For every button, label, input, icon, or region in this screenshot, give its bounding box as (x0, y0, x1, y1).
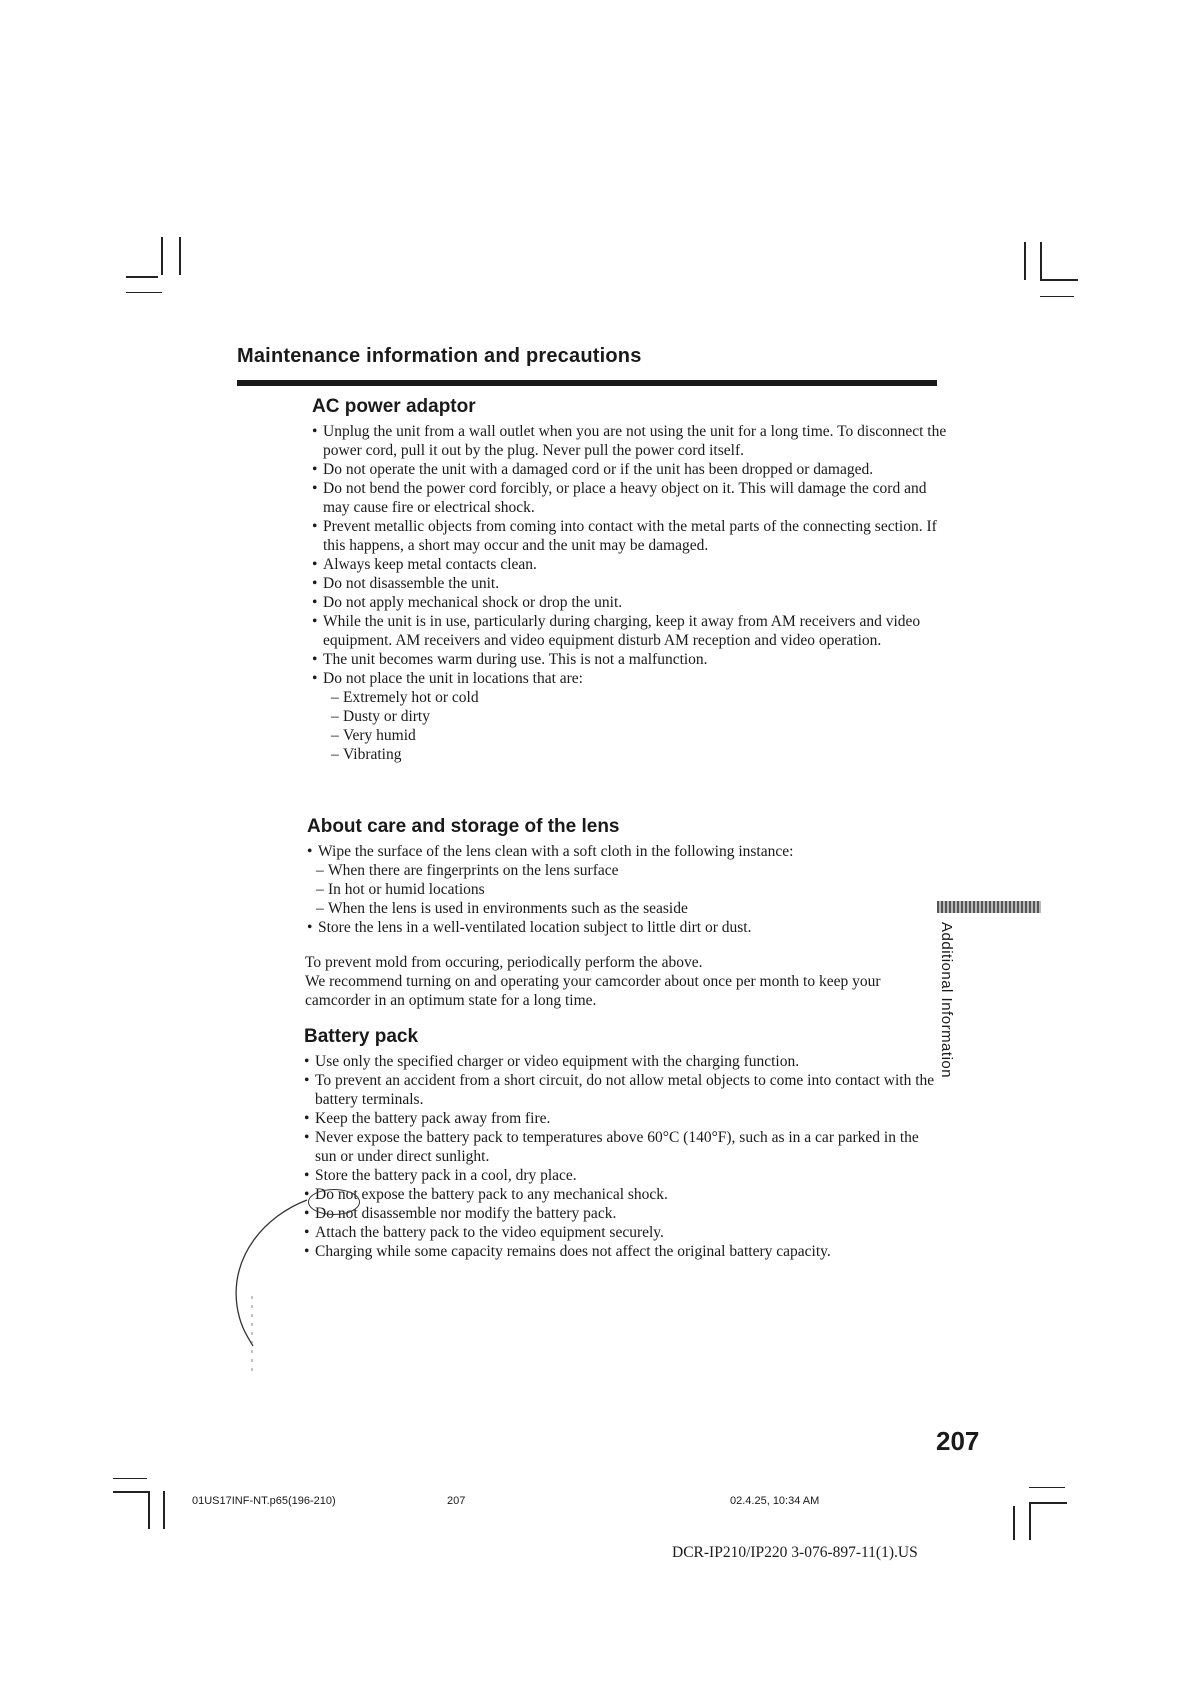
section-heading: About care and storage of the lens (307, 816, 620, 837)
lens-care-list (307, 842, 947, 861)
list-item: – When there are fingerprints on the lens surface (316, 861, 947, 880)
list-item: • The unit becomes warm during use. This is not a malfunction. (312, 650, 952, 669)
list-item: • Prevent metallic objects from coming into contact with the metal parts of the connecting section. If this happens, a short may occur and the unit may be damaged. (312, 517, 952, 555)
side-tab-bar (937, 901, 1041, 913)
title-rule (237, 380, 937, 386)
section-heading: AC power adaptor (312, 396, 476, 417)
list-item: • While the unit is in use, particularly during charging, keep it away from AM receivers and video equipment. AM receivers and video equipment disturb AM reception and video operation. (312, 612, 952, 650)
attach-word: Attach (315, 1224, 357, 1241)
list-item: • Do not bend the power cord forcibly, or place a heavy object on it. This will damage the cord and may cause fire or electrical shock. (312, 479, 952, 517)
model-code: DCR-IP210/IP220 3-076-897-11(1).US (672, 1544, 918, 1561)
ac-precautions-list (312, 422, 952, 688)
crop-mark (1030, 1502, 1067, 1504)
crop-mark (113, 1491, 149, 1493)
list-item: • Charging while some capacity remains does not affect the original battery capacity. (304, 1242, 944, 1261)
crop-mark (126, 292, 162, 293)
ac-power-adaptor-section (312, 396, 952, 764)
locations-list (331, 688, 952, 764)
list-item: • Always keep metal contacts clean. (312, 555, 952, 574)
crop-mark (1040, 296, 1074, 297)
mold-note (305, 953, 925, 1010)
crop-mark (1029, 1502, 1031, 1540)
crop-mark (113, 1478, 147, 1479)
list-item: • Do not operate the unit with a damaged cord or if the unit has been dropped or damaged. (312, 460, 952, 479)
list-item: • Never expose the battery pack to temperatures above 60°C (140°F), such as in a car parked in the sun or under direct sunlight. (304, 1128, 944, 1166)
list-item: • Wipe the surface of the lens clean with a soft cloth in the following instance: (307, 842, 947, 861)
list-item: • Use only the specified charger or video equipment with the charging function. (304, 1052, 944, 1071)
crop-mark (1029, 1487, 1065, 1488)
list-item: – When the lens is used in environments such as the seaside (316, 899, 947, 918)
list-item: • Do not apply mechanical shock or drop the unit. (312, 593, 952, 612)
crop-mark (163, 1491, 165, 1529)
footer-date: 02.4.25, 10:34 AM (730, 1495, 820, 1507)
crop-mark (179, 237, 181, 275)
page-number: 207 (936, 1426, 980, 1456)
list-item (304, 1223, 944, 1242)
crop-mark (1040, 279, 1078, 281)
list-item: • Keep the battery pack away from fire. (304, 1109, 944, 1128)
crop-mark (1040, 242, 1042, 280)
list-item: • To prevent an accident from a short circuit, do not allow metal objects to come into contact with the battery terminals. (304, 1071, 944, 1109)
list-item: • Store the lens in a well-ventilated location subject to little dirt or dust. (307, 918, 947, 937)
crop-mark (1013, 1506, 1015, 1540)
list-item: • Do not expose the battery pack to any mechanical shock. (304, 1185, 944, 1204)
battery-precautions-list (304, 1052, 944, 1261)
lens-instances-list (316, 861, 947, 918)
footer-file-name: 01US17INF-NT.p65(196-210) (192, 1495, 336, 1507)
note-line: To prevent mold from occuring, periodically perform the above. (305, 954, 703, 971)
footer-page: 207 (447, 1495, 466, 1507)
list-item: • Do not place the unit in locations that are: (312, 669, 952, 688)
list-item: – Extremely hot or cold (331, 688, 952, 707)
note-line: We recommend turning on and operating your camcorder about once per month to keep your camcorder in an optimum state for a long time. (305, 973, 881, 1009)
list-item: • Unplug the unit from a wall outlet when you are not using the unit for a long time. To disconnect the power cord, pull it out by the plug. Never pull the power cord itself. (312, 422, 952, 460)
list-item: • Do not disassemble nor modify the battery pack. (304, 1204, 944, 1223)
page-title: Maintenance information and precautions (237, 345, 642, 367)
lens-care-section (307, 816, 947, 937)
section-heading: Battery pack (304, 1026, 419, 1047)
handwritten-arc (225, 1196, 345, 1396)
list-item: – Very humid (331, 726, 952, 745)
list-item: • Do not disassemble the unit. (312, 574, 952, 593)
list-item: – In hot or humid locations (316, 880, 947, 899)
list-item: • Store the battery pack in a cool, dry place. (304, 1166, 944, 1185)
attach-rest: the battery pack to the video equipment securely. (356, 1224, 664, 1241)
side-tab-label: Additional Information (938, 922, 955, 1079)
list-item: – Vibrating (331, 745, 952, 764)
crop-mark (1024, 242, 1026, 280)
crop-mark (148, 1491, 150, 1529)
battery-pack-section (304, 1026, 944, 1261)
list-item: – Dusty or dirty (331, 707, 952, 726)
crop-mark (126, 276, 158, 278)
lens-storage-list (307, 918, 947, 937)
crop-mark (161, 237, 163, 275)
